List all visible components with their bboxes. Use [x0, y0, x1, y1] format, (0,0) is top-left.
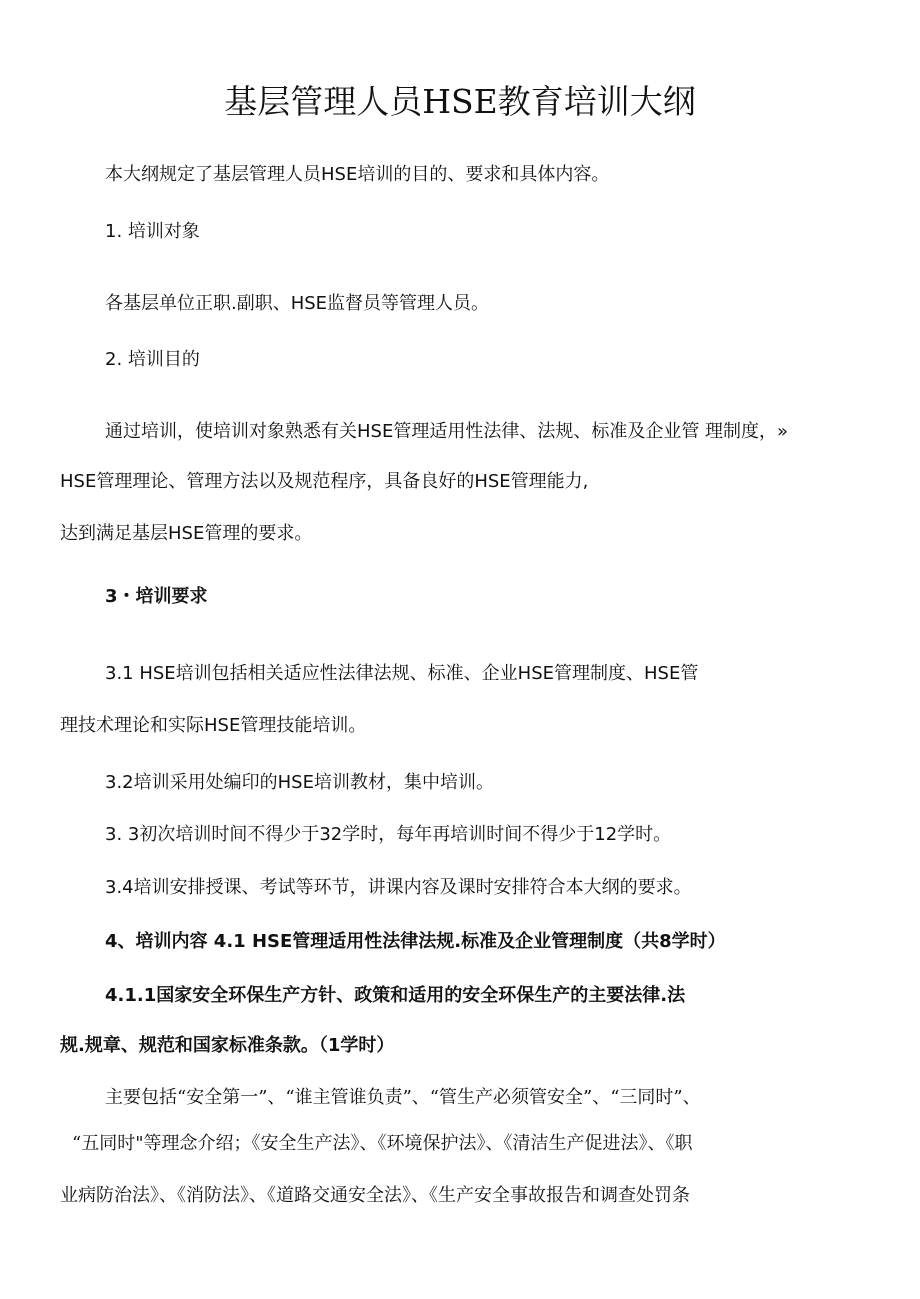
section-4-body-line-3: 业病防治法》、《消防法》、《道路交通安全法》、《生产安全事故报告和调查处罚条: [60, 1185, 690, 1206]
section-2-heading: 2. 培训目的: [105, 349, 200, 370]
section-3-item-3: 3. 3初次培训时间不得少于32学时，每年再培训时间不得少于12学时。: [105, 824, 672, 845]
section-4-heading: 4、培训内容 4.1 HSE管理适用性法律法规.标准及企业管理制度（共8学时）: [105, 931, 726, 952]
section-2-body-line-2: HSE管理理论、管理方法以及规范程序，具备良好的HSE管理能力,: [60, 471, 589, 492]
section-3-item-4: 3.4培训安排授课、考试等环节，讲课内容及课时安排符合本大纲的要求。: [105, 877, 692, 898]
section-4-1-1-line-2: 规.规章、规范和国家标准条款。（1学时）: [60, 1035, 395, 1056]
section-4-body-line-1: 主要包括“安全第一”、“谁主管谁负责”、“管生产必须管安全”、“三同时”、: [105, 1087, 701, 1108]
section-3-item-1-line-1: 3.1 HSE培训包括相关适应性法律法规、标准、企业HSE管理制度、HSE管: [105, 663, 699, 684]
intro-paragraph: 本大纲规定了基层管理人员HSE培训的目的、要求和具体内容。: [105, 164, 610, 185]
section-3-item-2: 3.2培训采用处编印的HSE培训教材，集中培训。: [105, 772, 494, 793]
section-4-body-line-2: “五同时"等理念介绍；《安全生产法》、《环境保护法》、《清洁生产促进法》、《职: [72, 1133, 693, 1154]
section-2-body-line-3: 达到满足基层HSE管理的要求。: [60, 523, 313, 544]
section-4-1-1-line-1: 4.1.1国家安全环保生产方针、政策和适用的安全环保生产的主要法律.法: [105, 985, 686, 1006]
section-3-heading: 3・培训要求: [105, 586, 208, 607]
section-2-body-line-1: 通过培训，使培训对象熟悉有关HSE管理适用性法律、法规、标准及企业管 理制度，»: [105, 421, 789, 442]
section-1-body: 各基层单位正职.副职、HSE监督员等管理人员。: [105, 293, 490, 314]
document-title: 基层管理人员HSE教育培训大纲: [224, 82, 696, 121]
section-3-item-1-line-2: 理技术理论和实际HSE管理技能培训。: [60, 715, 367, 736]
section-1-heading: 1. 培训对象: [105, 221, 200, 242]
